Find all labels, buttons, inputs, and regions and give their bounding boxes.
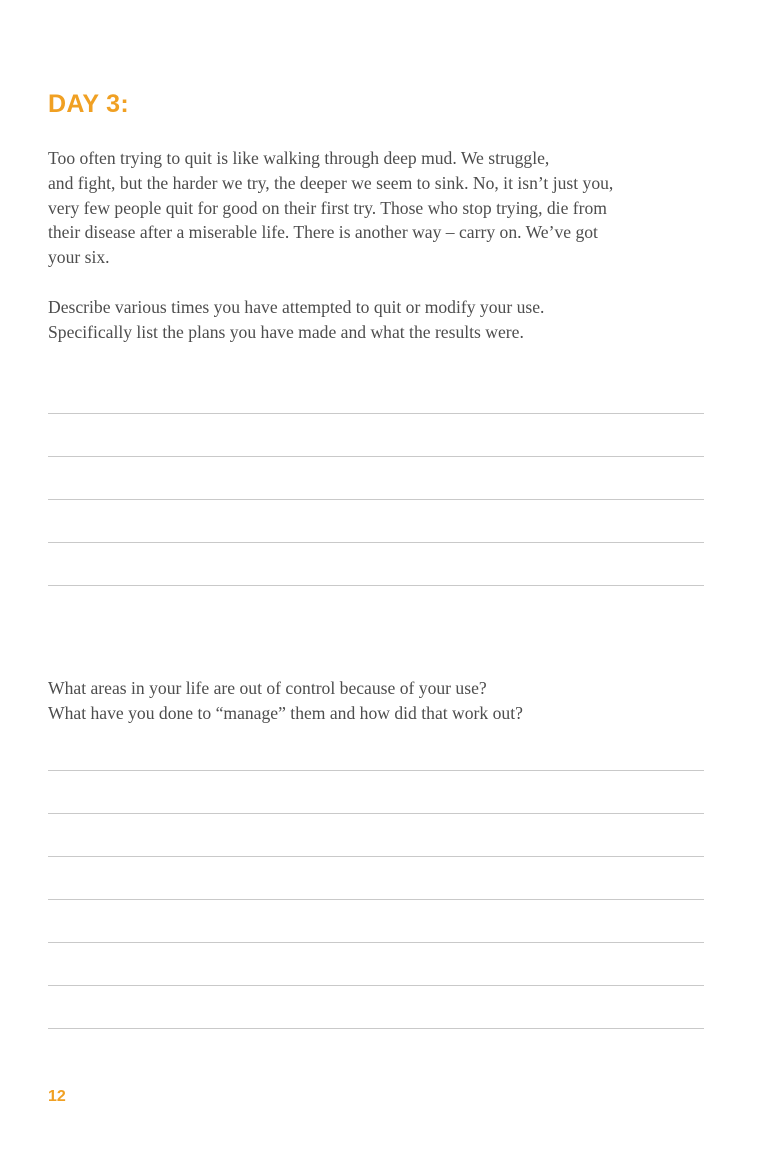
intro-line: very few people quit for good on their first try. Those who stop trying, die from (48, 197, 607, 218)
prompt-out-of-control (48, 676, 718, 726)
answer-line[interactable] (48, 456, 704, 457)
prompt-line: What areas in your life are out of control because of your use? (48, 678, 487, 698)
answer-line[interactable] (48, 856, 704, 857)
prompt-quit-attempts (48, 295, 718, 345)
page-heading: DAY 3: (48, 90, 130, 118)
page-number: 12 (48, 1088, 66, 1105)
answer-line[interactable] (48, 942, 704, 943)
prompt-line: Describe various times you have attempted to quit or modify your use. (48, 297, 545, 317)
answer-line[interactable] (48, 770, 704, 771)
answer-line[interactable] (48, 413, 704, 414)
intro-line: and fight, but the harder we try, the deeper we seem to sink. No, it isn’t just you, (48, 172, 614, 193)
answer-line[interactable] (48, 813, 704, 814)
answer-line[interactable] (48, 899, 704, 900)
intro-paragraph (48, 146, 718, 270)
intro-line: Too often trying to quit is like walking through deep mud. We struggle, (48, 148, 550, 168)
answer-line[interactable] (48, 499, 704, 500)
answer-line[interactable] (48, 585, 704, 586)
answer-line[interactable] (48, 985, 704, 986)
prompt-line: Specifically list the plans you have made and what the results were. (48, 321, 524, 342)
answer-line[interactable] (48, 1028, 704, 1029)
intro-line: your six. (48, 247, 110, 268)
intro-line: their disease after a miserable life. There is another way – carry on. We’ve got (48, 222, 598, 243)
prompt-line: What have you done to “manage” them and how did that work out? (48, 702, 523, 723)
answer-line[interactable] (48, 542, 704, 543)
